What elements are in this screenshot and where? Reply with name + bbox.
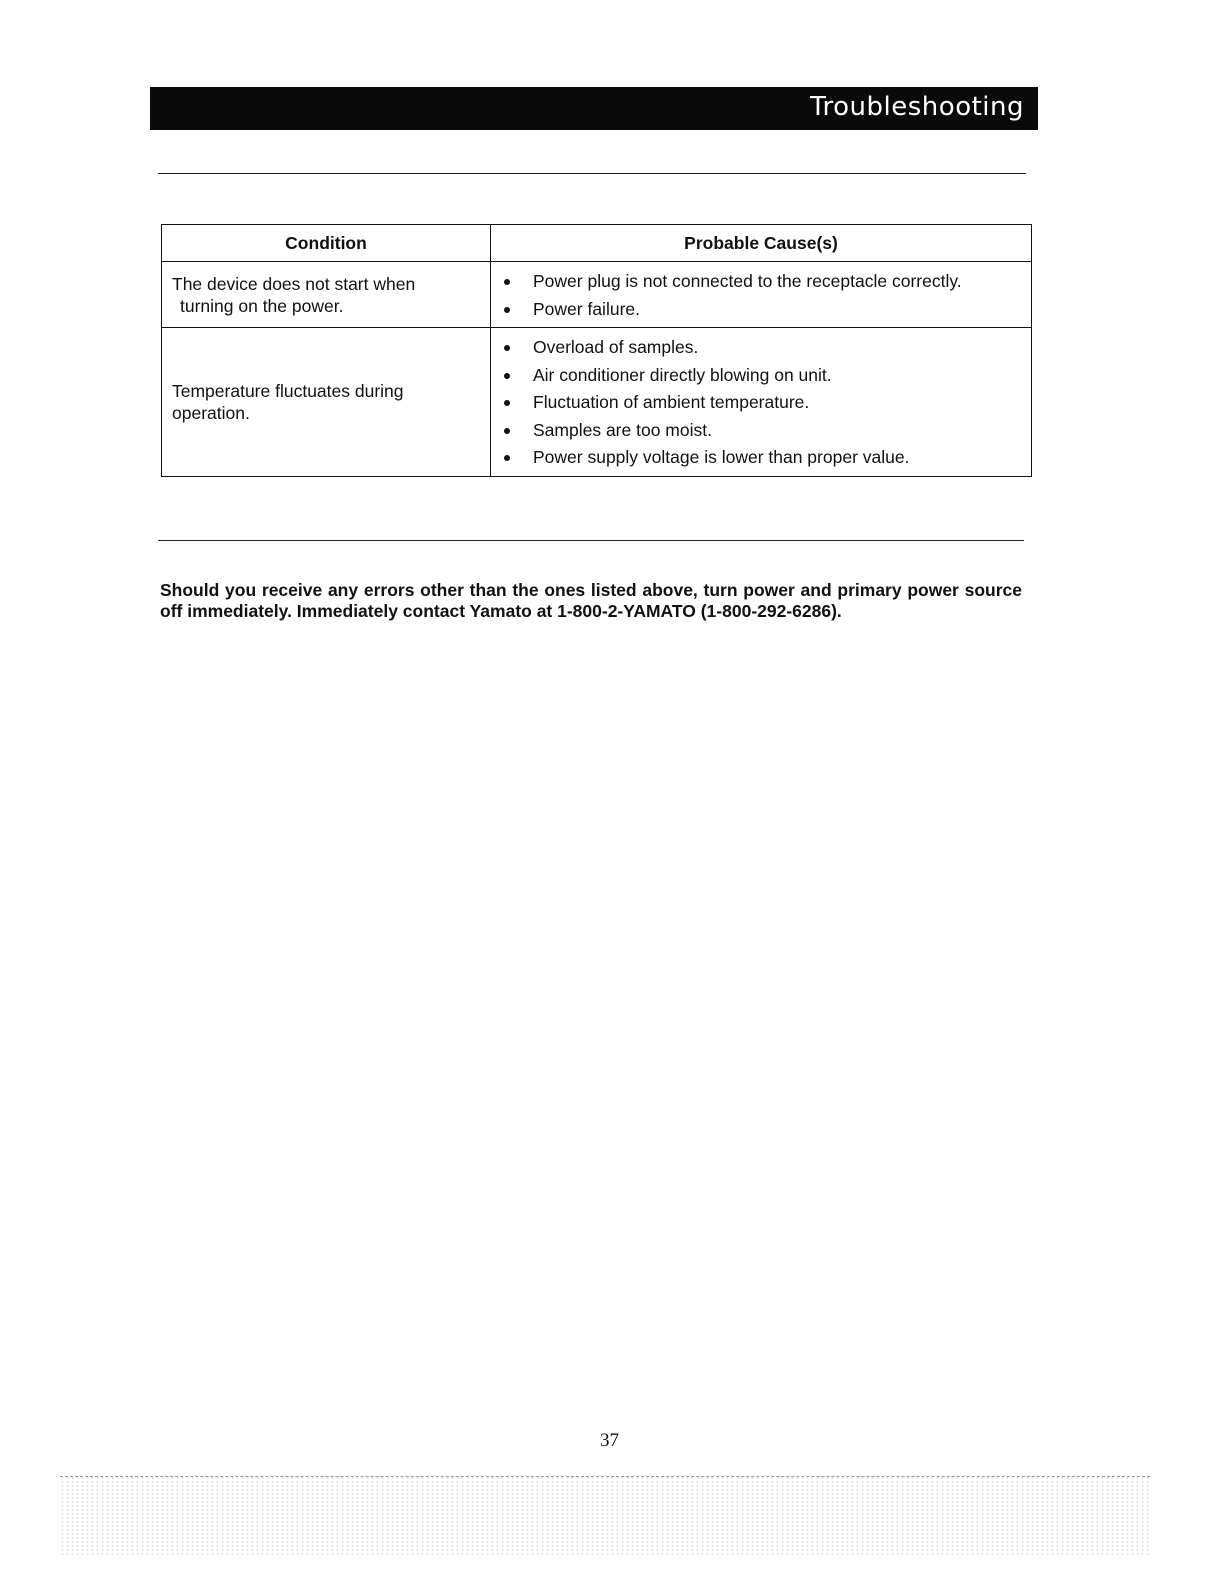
causes-cell: [491, 328, 1032, 477]
warning-note: Should you receive any errors other than the ones listed above, turn power and primary power source off immediately. Immediately contact Yamato at 1-800-2-YAMATO (1-800-292-6286).: [160, 579, 1022, 621]
section-title: Troubleshooting: [809, 92, 1024, 122]
list-item: Power plug is not connected to the receptacle correctly.: [501, 268, 1021, 296]
condition-header: Condition: [162, 225, 491, 262]
section-header-bar: [150, 87, 1038, 130]
list-item: Overload of samples.: [501, 334, 1021, 362]
bottom-divider: [158, 540, 1024, 541]
condition-line: operation.: [172, 402, 250, 423]
condition-line: The device does not start when: [172, 273, 416, 294]
list-item: Power supply voltage is lower than proper value.: [501, 444, 1021, 472]
causes-header: Probable Cause(s): [491, 225, 1032, 262]
table-row: [162, 328, 1032, 477]
condition-cell: [162, 262, 491, 328]
condition-line: turning on the power.: [180, 295, 344, 316]
scan-noise: [60, 1476, 1150, 1556]
page-number: 37: [600, 1430, 619, 1451]
troubleshooting-table: [161, 224, 1032, 477]
cause-list: [501, 334, 1021, 472]
condition-line: Temperature fluctuates during: [172, 380, 404, 401]
condition-cell: [162, 328, 491, 477]
list-item: Power failure.: [501, 296, 1021, 324]
cause-list: [501, 268, 1021, 323]
list-item: Fluctuation of ambient temperature.: [501, 389, 1021, 417]
top-divider: [158, 173, 1026, 174]
table-row: [162, 262, 1032, 328]
list-item: Samples are too moist.: [501, 417, 1021, 445]
table-header-row: [162, 225, 1032, 262]
list-item: Air conditioner directly blowing on unit.: [501, 362, 1021, 390]
causes-cell: [491, 262, 1032, 328]
